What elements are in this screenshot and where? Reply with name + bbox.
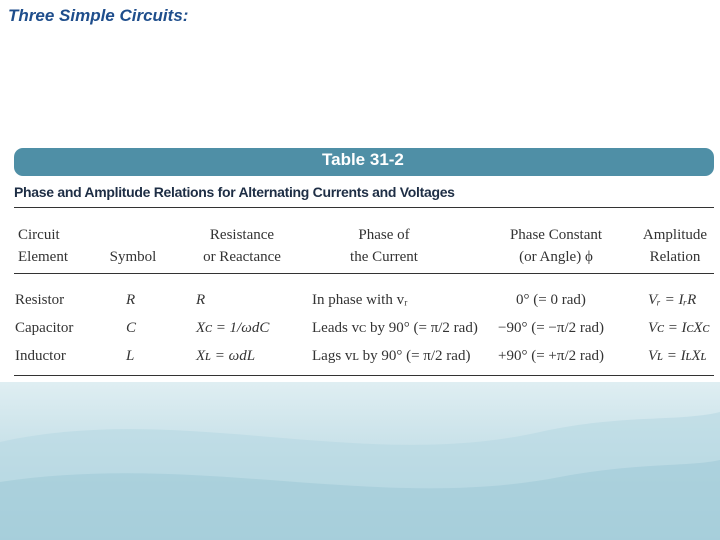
header-phase-constant: Phase Constant (or Angle) ϕ <box>509 227 603 265</box>
table-cell-phase: Lags vʟ by 90° (= π/2 rad) <box>312 348 471 364</box>
header-circuit-element: Circuit Element <box>18 227 68 265</box>
table-cell-phase-constant: +90° (= +π/2 rad) <box>498 348 605 364</box>
table-cell-symbol: L <box>126 348 135 364</box>
slide-title: Three Simple Circuits: <box>8 6 189 25</box>
background-wave-decoration <box>0 382 720 540</box>
phase-amplitude-table <box>8 146 714 382</box>
table-cell-phase-constant: 0° (= 0 rad) <box>516 292 586 308</box>
header-rule <box>14 273 714 274</box>
header-phase-current: Phase of the Current <box>350 227 418 265</box>
header-resistance-reactance: Resistance or Reactance <box>203 227 281 265</box>
table-cell-amplitude: Vʟ = IʟXʟ <box>648 348 707 364</box>
table-cell-phase: Leads vᴄ by 90° (= π/2 rad) <box>312 320 478 336</box>
bottom-rule <box>14 375 714 376</box>
table-cell-phase: In phase with vᵣ <box>312 292 408 308</box>
table-cell-reactance: Xᴄ = 1/ωdC <box>196 320 270 336</box>
table-caption: Phase and Amplitude Relations for Alternating Currents and Voltages <box>14 184 455 200</box>
table-cell-amplitude: Vᴄ = IᴄXᴄ <box>648 320 710 336</box>
header-symbol: Symbol <box>109 249 157 265</box>
table-cell-reactance: R <box>196 292 206 308</box>
table-cell-phase-constant: −90° (= −π/2 rad) <box>498 320 605 336</box>
table-cell-element: Capacitor <box>15 320 74 336</box>
table-cell-symbol: C <box>126 320 137 336</box>
table-cell-reactance: Xʟ = ωdL <box>196 348 256 364</box>
table-cell-amplitude: Vᵣ = IᵣR <box>648 292 697 308</box>
table-cell-element: Inductor <box>15 348 66 364</box>
table-cell-element: Resistor <box>15 292 65 308</box>
table-number: Table 31-2 <box>322 150 404 169</box>
top-rule <box>14 207 714 208</box>
header-amplitude-relation: Amplitude Relation <box>642 227 708 265</box>
table-cell-symbol: R <box>126 292 136 308</box>
